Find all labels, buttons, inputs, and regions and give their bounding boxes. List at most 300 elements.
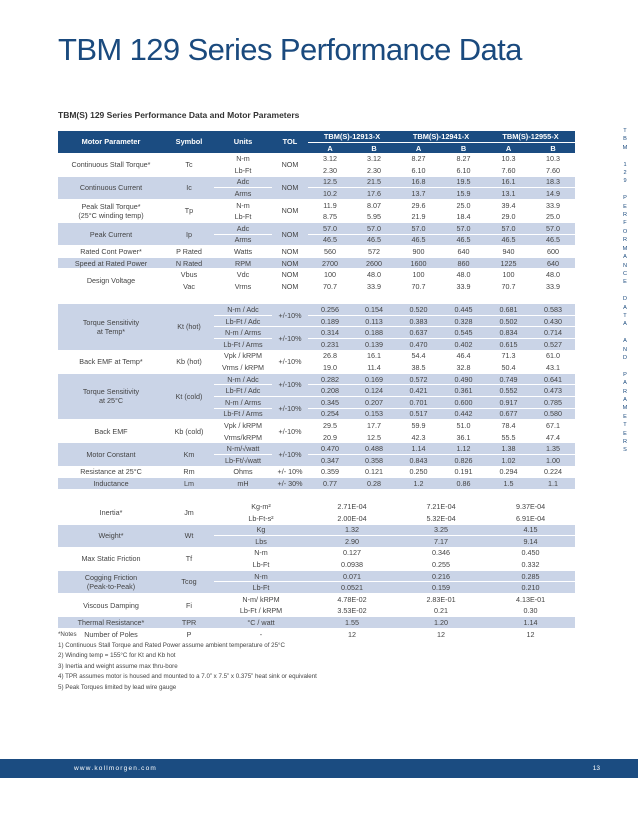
- value-cell: 32.8: [441, 362, 486, 374]
- param-label: Cogging Friction: [84, 572, 138, 582]
- value-cell: 25.0: [441, 199, 486, 211]
- side-letter: R: [622, 237, 628, 244]
- param-label-2: at Temp*: [96, 326, 126, 336]
- value-cell: 0.285: [486, 570, 575, 582]
- value-cell: 17.7: [352, 420, 396, 432]
- value-cell: 0.191: [441, 466, 486, 478]
- value-cell: 0.071: [308, 570, 396, 582]
- tol-cell: NOM: [272, 246, 308, 258]
- value-cell: 25.0: [531, 211, 575, 223]
- header-winding: A: [308, 143, 352, 154]
- value-cell: 0.328: [441, 315, 486, 327]
- value-cell: 78.4: [486, 420, 531, 432]
- value-cell: 0.490: [441, 373, 486, 385]
- value-cell: 1.2: [396, 478, 441, 490]
- param-label: Viscous Damping: [83, 600, 139, 610]
- header-winding: A: [486, 143, 531, 154]
- value-cell: 5.32E-04: [396, 512, 486, 524]
- param-label: Max Static Friction: [81, 554, 141, 564]
- value-cell: 55.5: [486, 431, 531, 443]
- param-cell: [58, 501, 164, 524]
- side-letter: [620, 287, 630, 295]
- value-cell: 1225: [486, 257, 531, 269]
- value-cell: 0.552: [486, 385, 531, 397]
- value-cell: 51.0: [441, 420, 486, 432]
- value-cell: 0.520: [396, 304, 441, 316]
- symbol-cell: Ip: [164, 223, 214, 246]
- value-cell: 0.615: [486, 339, 531, 351]
- unit-cell: Adc: [214, 176, 272, 188]
- value-cell: 0.347: [308, 454, 352, 466]
- value-cell: 8.75: [308, 211, 352, 223]
- note-line: 1) Continuous Stall Torque and Rated Power assume ambient temperature of 25°C: [58, 641, 285, 649]
- value-cell: 4.78E-02: [308, 594, 396, 606]
- value-cell: 57.0: [352, 223, 396, 235]
- header-model: TBM(S)-12955-X: [486, 131, 575, 143]
- tol-cell: +/-10%: [272, 373, 308, 396]
- value-cell: 0.502: [486, 315, 531, 327]
- param-label: Motor Constant: [86, 449, 136, 459]
- value-cell: 0.121: [352, 466, 396, 478]
- value-cell: 0.527: [531, 339, 575, 351]
- param-cell: [58, 524, 164, 547]
- value-cell: 2.30: [352, 165, 396, 177]
- value-cell: 1600: [396, 257, 441, 269]
- header-motor-parameter: Motor Parameter: [58, 131, 164, 153]
- param-cell: [58, 373, 164, 419]
- param-cell: [58, 269, 164, 292]
- value-cell: 2700: [308, 257, 352, 269]
- value-cell: 2.30: [308, 165, 352, 177]
- unit-cell: Vrms/kRPM: [214, 431, 272, 443]
- tol-cell: NOM: [272, 176, 308, 199]
- side-letter: F: [623, 220, 627, 227]
- side-letter: P: [623, 371, 627, 378]
- table-row: [58, 373, 575, 385]
- note-line: *Notes: [58, 631, 77, 638]
- value-cell: 8.07: [352, 199, 396, 211]
- value-cell: 0.681: [486, 304, 531, 316]
- value-cell: 0.28: [352, 478, 396, 490]
- param-label: Torque Sensitivity: [82, 387, 140, 397]
- side-letter: B: [623, 136, 627, 143]
- value-cell: 50.4: [486, 362, 531, 374]
- value-cell: 3.12: [308, 153, 352, 165]
- tol-cell: +/-10%: [272, 350, 308, 373]
- value-cell: 46.5: [486, 234, 531, 246]
- value-cell: 0.189: [308, 315, 352, 327]
- value-cell: 70.7: [486, 281, 531, 293]
- value-cell: 16.8: [396, 176, 441, 188]
- side-letter: D: [622, 296, 628, 303]
- value-cell: 0.139: [352, 339, 396, 351]
- value-cell: 0.0521: [308, 582, 396, 594]
- value-cell: 38.5: [396, 362, 441, 374]
- side-letter: D: [622, 354, 628, 361]
- param-label: Weight*: [98, 531, 124, 541]
- tol-cell: +/-10%: [272, 327, 308, 350]
- side-letter: [620, 362, 630, 370]
- unit-cell: Watts: [214, 246, 272, 258]
- value-cell: 0.383: [396, 315, 441, 327]
- param-cell: [58, 199, 164, 222]
- value-cell: 9.14: [486, 536, 575, 548]
- value-cell: 33.9: [352, 281, 396, 293]
- symbol-cell: Km: [164, 443, 214, 466]
- param-label: Continuous Current: [79, 183, 143, 193]
- param-cell: [58, 176, 164, 199]
- value-cell: 19.5: [441, 176, 486, 188]
- tol-cell: +/- 10%: [272, 466, 308, 478]
- side-letter: M: [622, 144, 628, 151]
- value-cell: 0.207: [352, 396, 396, 408]
- tol-cell: NOM: [272, 153, 308, 176]
- value-cell: 0.473: [531, 385, 575, 397]
- value-cell: 29.6: [396, 199, 441, 211]
- value-cell: 0.442: [441, 408, 486, 420]
- value-cell: 46.5: [531, 234, 575, 246]
- value-cell: 0.255: [396, 559, 486, 571]
- tol-cell: +/- 30%: [272, 478, 308, 490]
- unit-cell: Lb-Ft: [214, 165, 272, 177]
- value-cell: 0.169: [352, 373, 396, 385]
- header-model: TBM(S)-12913-X: [308, 131, 396, 143]
- side-letter: R: [622, 439, 628, 446]
- value-cell: 0.583: [531, 304, 575, 316]
- value-cell: 33.9: [531, 281, 575, 293]
- param-cell: [58, 350, 164, 373]
- value-cell: 0.843: [396, 454, 441, 466]
- param-cell: [58, 420, 164, 443]
- symbol-cell: Vbus: [164, 269, 214, 281]
- param-cell: [58, 304, 164, 350]
- value-cell: 0.677: [486, 408, 531, 420]
- unit-cell: N-m / Adc: [214, 304, 272, 316]
- unit-cell: Vrms: [214, 281, 272, 293]
- symbol-cell: Fi: [164, 594, 214, 617]
- value-cell: 0.256: [308, 304, 352, 316]
- side-letter: 1: [623, 161, 627, 168]
- symbol-cell: P: [164, 628, 214, 640]
- value-cell: 0.294: [486, 466, 531, 478]
- value-cell: 12.5: [308, 176, 352, 188]
- value-cell: 0.282: [308, 373, 352, 385]
- side-letter: C: [622, 270, 628, 277]
- table-row: [58, 570, 575, 582]
- param-label: Rated Cont Power*: [80, 247, 142, 257]
- performance-table: [58, 131, 575, 640]
- value-cell: 0.208: [308, 385, 352, 397]
- value-cell: 0.159: [396, 582, 486, 594]
- value-cell: 67.1: [531, 420, 575, 432]
- table-row: [58, 246, 575, 258]
- value-cell: 20.9: [308, 431, 352, 443]
- value-cell: 46.5: [441, 234, 486, 246]
- value-cell: 33.9: [531, 199, 575, 211]
- unit-cell: Lb-Ft: [214, 211, 272, 223]
- footer-url[interactable]: www.kollmorgen.com: [74, 765, 158, 772]
- value-cell: 0.231: [308, 339, 352, 351]
- table-row: [58, 617, 575, 629]
- value-cell: 2.00E-04: [308, 512, 396, 524]
- value-cell: 560: [308, 246, 352, 258]
- value-cell: 0.124: [352, 385, 396, 397]
- header-winding: B: [441, 143, 486, 154]
- side-letter: P: [623, 195, 627, 202]
- side-letter: [620, 329, 630, 337]
- value-cell: 0.785: [531, 396, 575, 408]
- value-cell: 0.77: [308, 478, 352, 490]
- value-cell: 0.21: [396, 605, 486, 617]
- header-model: TBM(S)-12941-X: [396, 131, 486, 143]
- value-cell: 3.25: [396, 524, 486, 536]
- unit-cell: Kg-m²: [214, 501, 308, 513]
- tol-cell: NOM: [272, 281, 308, 293]
- side-letter: N: [622, 346, 628, 353]
- value-cell: 13.1: [486, 188, 531, 200]
- param-label: Design Voltage: [86, 276, 136, 286]
- table-row: [58, 176, 575, 188]
- value-cell: 0.580: [531, 408, 575, 420]
- side-letter: E: [623, 430, 627, 437]
- value-cell: 640: [441, 246, 486, 258]
- value-cell: 0.153: [352, 408, 396, 420]
- unit-cell: Lbs: [214, 536, 308, 548]
- param-cell: [58, 570, 164, 593]
- side-letter: R: [622, 388, 628, 395]
- value-cell: 1.00: [531, 454, 575, 466]
- param-label-2: (Peak-to-Peak): [86, 581, 136, 591]
- value-cell: 100: [308, 269, 352, 281]
- value-cell: 1.35: [531, 443, 575, 455]
- value-cell: 0.714: [531, 327, 575, 339]
- value-cell: 46.4: [441, 350, 486, 362]
- symbol-cell: Tf: [164, 547, 214, 570]
- value-cell: 48.0: [441, 269, 486, 281]
- value-cell: 7.17: [396, 536, 486, 548]
- value-cell: 0.314: [308, 327, 352, 339]
- table-row: [58, 420, 575, 432]
- side-letter: M: [622, 245, 628, 252]
- side-letter: E: [623, 413, 627, 420]
- symbol-cell: P Rated: [164, 246, 214, 258]
- value-cell: 57.0: [531, 223, 575, 235]
- param-cell: [58, 246, 164, 258]
- param-label-2: at 25°C: [98, 396, 124, 406]
- param-label: Speed at Rated Power: [74, 258, 148, 268]
- value-cell: 59.9: [396, 420, 441, 432]
- value-cell: 600: [531, 246, 575, 258]
- value-cell: 0.445: [441, 304, 486, 316]
- value-cell: 1.55: [308, 617, 396, 629]
- value-cell: 0.637: [396, 327, 441, 339]
- param-label: Peak Stall Torque*: [81, 201, 141, 211]
- value-cell: 640: [531, 257, 575, 269]
- value-cell: 900: [396, 246, 441, 258]
- value-cell: 0.359: [308, 466, 352, 478]
- param-cell: [58, 594, 164, 617]
- unit-cell: N-m / Arms: [214, 327, 272, 339]
- unit-cell: -: [214, 628, 308, 640]
- table-row: [58, 223, 575, 235]
- unit-cell: Arms: [214, 234, 272, 246]
- param-cell: [58, 443, 164, 466]
- value-cell: 70.7: [308, 281, 352, 293]
- value-cell: 0.917: [486, 396, 531, 408]
- table-body: [58, 153, 575, 640]
- side-letter: A: [623, 338, 627, 345]
- row-gap: [58, 489, 575, 501]
- note-line: 3) Inertia and weight assume max thru-bore: [58, 662, 178, 670]
- value-cell: 1.5: [486, 478, 531, 490]
- table-subtitle: TBM(S) 129 Series Performance Data and Motor Parameters: [58, 110, 300, 120]
- value-cell: 100: [396, 269, 441, 281]
- table-row: [58, 350, 575, 362]
- value-cell: 16.1: [486, 176, 531, 188]
- unit-cell: Lb-Ft-s²: [214, 512, 308, 524]
- value-cell: 0.826: [441, 454, 486, 466]
- value-cell: 57.0: [308, 223, 352, 235]
- unit-cell: N-m: [214, 153, 272, 165]
- value-cell: 15.9: [441, 188, 486, 200]
- value-cell: 1.14: [486, 617, 575, 629]
- symbol-cell: Jm: [164, 501, 214, 524]
- value-cell: 572: [352, 246, 396, 258]
- value-cell: 6.10: [396, 165, 441, 177]
- tol-cell: +/-10%: [272, 396, 308, 419]
- value-cell: 42.3: [396, 431, 441, 443]
- table-row: [58, 443, 575, 455]
- notes: [58, 630, 317, 694]
- symbol-cell: Kb (cold): [164, 420, 214, 443]
- value-cell: 2.90: [308, 536, 396, 548]
- value-cell: 0.224: [531, 466, 575, 478]
- value-cell: 6.91E-04: [486, 512, 575, 524]
- value-cell: 1.20: [396, 617, 486, 629]
- note-line: 5) Peak Torques limited by lead wire gauge: [58, 683, 177, 691]
- tol-cell: NOM: [272, 199, 308, 222]
- symbol-cell: Ic: [164, 176, 214, 199]
- value-cell: 57.0: [396, 223, 441, 235]
- value-cell: 0.701: [396, 396, 441, 408]
- value-cell: 0.358: [352, 454, 396, 466]
- value-cell: 1.14: [396, 443, 441, 455]
- header-tol: TOL: [272, 131, 308, 153]
- symbol-cell: Rm: [164, 466, 214, 478]
- value-cell: 0.470: [308, 443, 352, 455]
- value-cell: 7.21E-04: [396, 501, 486, 513]
- side-letter: A: [623, 380, 627, 387]
- value-cell: 19.0: [308, 362, 352, 374]
- side-letter: A: [623, 397, 627, 403]
- symbol-cell: N Rated: [164, 257, 214, 269]
- value-cell: 21.5: [352, 176, 396, 188]
- table-row: [58, 257, 575, 269]
- param-label: Torque Sensitivity: [82, 317, 140, 327]
- side-letter: A: [623, 254, 627, 261]
- value-cell: 10.2: [308, 188, 352, 200]
- unit-cell: Lb-Ft: [214, 559, 308, 571]
- unit-cell: N-m / Arms: [214, 396, 272, 408]
- value-cell: 54.4: [396, 350, 441, 362]
- unit-cell: N-m: [214, 199, 272, 211]
- value-cell: 61.0: [531, 350, 575, 362]
- tol-cell: NOM: [272, 269, 308, 281]
- value-cell: 1.38: [486, 443, 531, 455]
- value-cell: 0.216: [396, 570, 486, 582]
- value-cell: 21.9: [396, 211, 441, 223]
- value-cell: 5.95: [352, 211, 396, 223]
- value-cell: 0.834: [486, 327, 531, 339]
- side-letter: T: [623, 312, 627, 319]
- value-cell: 2600: [352, 257, 396, 269]
- param-cell: [58, 617, 164, 629]
- value-cell: 10.3: [531, 153, 575, 165]
- value-cell: 48.0: [531, 269, 575, 281]
- value-cell: 11.9: [308, 199, 352, 211]
- side-letter: T: [623, 128, 627, 134]
- tol-cell: NOM: [272, 223, 308, 246]
- symbol-cell: Lm: [164, 478, 214, 490]
- value-cell: 0.86: [441, 478, 486, 490]
- tol-cell: NOM: [272, 257, 308, 269]
- page-number: 13: [592, 765, 600, 772]
- value-cell: 0.250: [396, 466, 441, 478]
- unit-cell: Vpk / kRPM: [214, 350, 272, 362]
- value-cell: 33.9: [441, 281, 486, 293]
- unit-cell: Arms: [214, 188, 272, 200]
- note-line: 2) Winding temp = 155°C for Kt and Kb hot: [58, 652, 176, 660]
- value-cell: 16.1: [352, 350, 396, 362]
- unit-cell: Lb-Ft / kRPM: [214, 605, 308, 617]
- value-cell: 12: [396, 628, 486, 640]
- value-cell: 29.5: [308, 420, 352, 432]
- value-cell: 0.572: [396, 373, 441, 385]
- value-cell: 12: [486, 628, 575, 640]
- symbol-cell: Kb (hot): [164, 350, 214, 373]
- unit-cell: N-m: [214, 547, 308, 559]
- value-cell: 18.3: [531, 176, 575, 188]
- value-cell: 43.1: [531, 362, 575, 374]
- table-row: [58, 594, 575, 606]
- param-label: Inertia*: [99, 507, 123, 517]
- param-cell: [58, 223, 164, 246]
- tol-cell: +/-10%: [272, 420, 308, 443]
- unit-cell: Vrms / kRPM: [214, 362, 272, 374]
- value-cell: 0.450: [486, 547, 575, 559]
- param-label: Inductance: [93, 478, 129, 488]
- value-cell: 39.4: [486, 199, 531, 211]
- symbol-cell: Vac: [164, 281, 214, 293]
- value-cell: 29.0: [486, 211, 531, 223]
- value-cell: 0.332: [486, 559, 575, 571]
- table-row: [58, 199, 575, 211]
- side-section-label: [620, 127, 630, 455]
- value-cell: 3.53E-02: [308, 605, 396, 617]
- value-cell: 6.10: [441, 165, 486, 177]
- value-cell: 4.15: [486, 524, 575, 536]
- tol-cell: +/-10%: [272, 304, 308, 327]
- footer-bar: [0, 759, 638, 778]
- value-cell: 0.346: [396, 547, 486, 559]
- value-cell: 36.1: [441, 431, 486, 443]
- symbol-cell: Tcog: [164, 570, 214, 593]
- param-label: Back EMF at Temp*: [79, 357, 143, 367]
- value-cell: 70.7: [396, 281, 441, 293]
- page-title: TBM 129 Series Performance Data: [58, 32, 522, 67]
- side-letter: N: [622, 262, 628, 269]
- value-cell: 0.0938: [308, 559, 396, 571]
